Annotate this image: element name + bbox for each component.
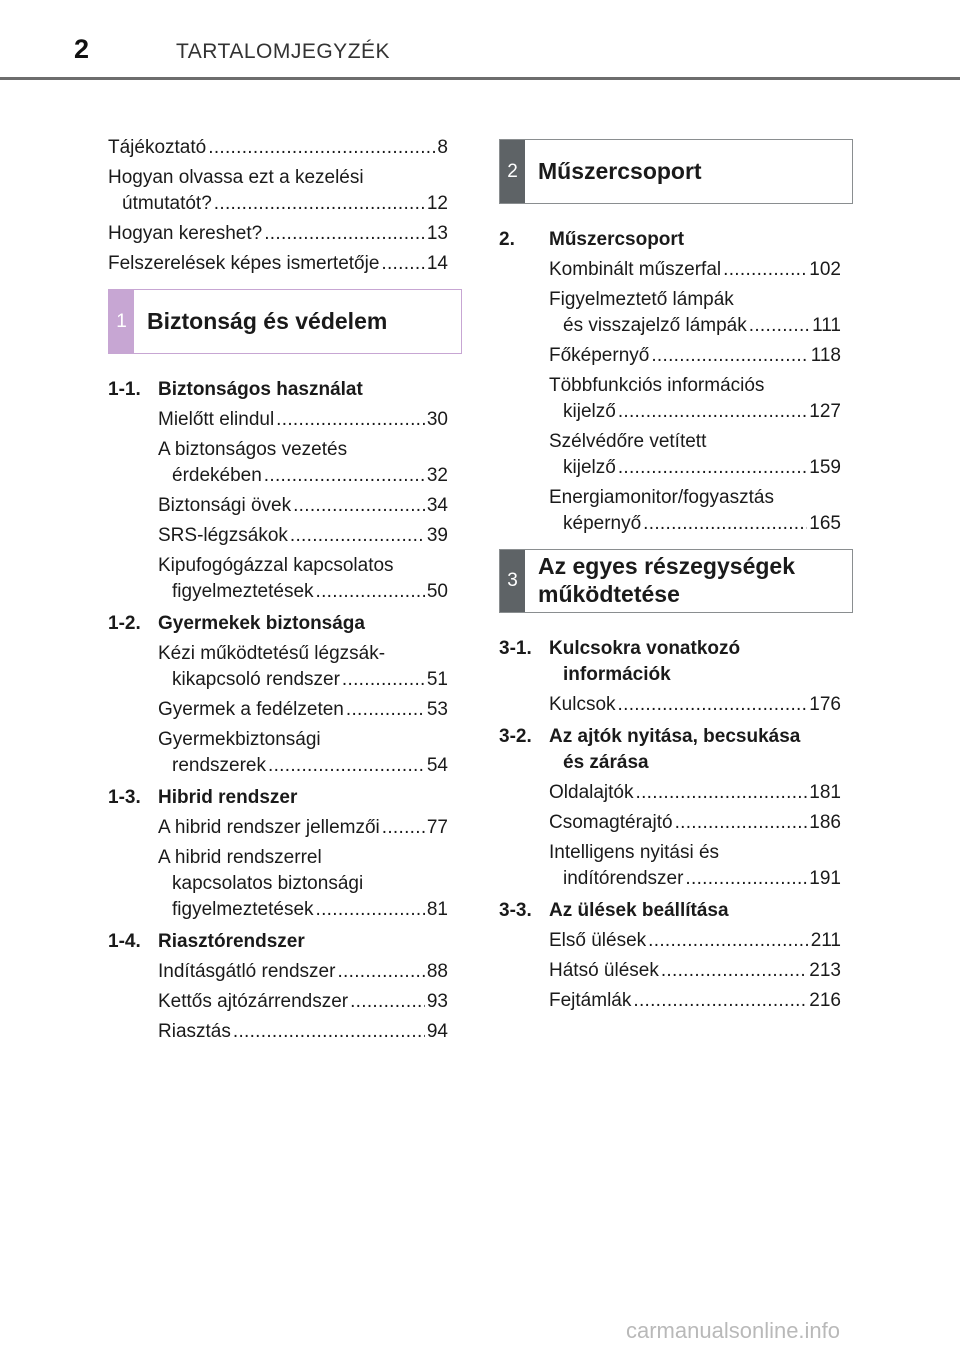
toc-entry[interactable]: Indításgátló rendszer ..... 88 [158, 959, 448, 985]
page-ref: 165 [809, 513, 841, 534]
toc-entry-cont[interactable]: útmutatót? ..... 12 [122, 191, 448, 217]
page-ref: 14 [426, 253, 448, 274]
toc-entry[interactable]: Energiamonitor/fogyasztás [549, 487, 774, 508]
page-ref: 88 [426, 961, 448, 982]
page-ref: 53 [426, 699, 448, 720]
toc-entry[interactable]: SRS-légzsákok ..... 39 [158, 523, 448, 549]
toc-entry-cont[interactable]: indítórendszer ..... 191 [563, 866, 841, 892]
page-ref: 159 [809, 457, 841, 478]
toc-entry[interactable]: Első ülések ..... 211 [549, 928, 841, 954]
toc-entry[interactable]: Mielőtt elindul ..... 30 [158, 407, 448, 433]
chapter-tab: 3 [500, 550, 525, 612]
toc-entry[interactable]: Hogyan kereshet? ..... 13 [108, 221, 448, 247]
toc-entry[interactable]: Hogyan olvassa ezt a kezelési [108, 167, 364, 188]
chapter-title: Az egyes részegységek [538, 553, 795, 579]
toc-entry[interactable]: Többfunkciós információs [549, 375, 765, 396]
toc-entry[interactable]: A hibrid rendszerrel [158, 847, 322, 868]
toc-entry[interactable]: Főképernyő ..... 118 [549, 343, 841, 369]
page-ref: 32 [426, 465, 448, 486]
toc-entry[interactable]: Kombinált műszerfal ..... 102 [549, 257, 841, 283]
page-ref: 8 [437, 137, 448, 158]
page-ref: 102 [809, 259, 841, 280]
page-ref: 94 [426, 1021, 448, 1042]
toc-entry-cont[interactable]: figyelmeztetések ..... 81 [172, 897, 448, 923]
page-ref: 111 [812, 315, 841, 336]
toc-entry-cont[interactable]: és visszajelző lámpák ..... 111 [563, 313, 841, 339]
page-number: 2 [74, 34, 90, 64]
toc-entry[interactable]: Kipufogógázzal kapcsolatos [158, 555, 394, 576]
page-ref: 54 [426, 755, 448, 776]
page-ref: 186 [809, 812, 841, 833]
page-ref: 213 [809, 960, 841, 981]
header-rule [0, 77, 960, 80]
page-ref: 34 [426, 495, 448, 516]
page-ref: 118 [810, 345, 841, 366]
toc-entry-cont[interactable]: figyelmeztetések ..... 50 [172, 579, 448, 605]
toc-entry[interactable]: Felszerelések képes ismertetője ..... 14 [108, 251, 448, 277]
toc-entry-cont[interactable]: kapcsolatos biztonsági [172, 873, 364, 894]
toc-entry-cont[interactable]: képernyő ..... 165 [563, 511, 841, 537]
toc-entry[interactable]: Fejtámlák ..... 216 [549, 988, 841, 1014]
chapter-title-line2: működtetése [538, 581, 680, 607]
toc-entry[interactable]: Kulcsok ..... 176 [549, 692, 841, 718]
page-ref: 39 [426, 525, 448, 546]
toc-entry-cont[interactable]: érdekében ..... 32 [172, 463, 448, 489]
page-ref: 50 [426, 581, 448, 602]
chapter-tab: 2 [500, 140, 525, 203]
toc-entry-cont[interactable]: kikapcsoló rendszer ..... 51 [172, 667, 448, 693]
toc-entry[interactable]: Kézi működtetésű légzsák- [158, 643, 386, 664]
toc-entry[interactable]: Szélvédőre vetített [549, 431, 707, 452]
page-ref: 13 [426, 223, 448, 244]
toc-entry[interactable]: Tájékoztató ..... 8 [108, 135, 448, 161]
page-ref: 30 [426, 409, 448, 430]
toc-entry[interactable]: A biztonságos vezetés [158, 439, 348, 460]
watermark: carmanualsonline.info [626, 1318, 841, 1343]
page-ref: 211 [810, 930, 841, 951]
toc-entry[interactable]: Biztonsági övek ..... 34 [158, 493, 448, 519]
chapter-1-header[interactable] [108, 289, 462, 354]
toc-entry-cont[interactable]: kijelző ..... 127 [563, 399, 841, 425]
page-ref: 81 [426, 899, 448, 920]
toc-entry[interactable]: Figyelmeztető lámpák [549, 289, 734, 310]
toc-entry-cont[interactable]: kijelző ..... 159 [563, 455, 841, 481]
page-ref: 12 [426, 193, 448, 214]
page-ref: 181 [809, 782, 841, 803]
page-ref: 191 [809, 868, 841, 889]
chapter-title: Biztonság és védelem [147, 308, 388, 334]
toc-entry[interactable]: Kettős ajtózárrendszer ..... 93 [158, 989, 448, 1015]
toc-entry[interactable]: Gyermekbiztonsági [158, 729, 321, 750]
toc-entry[interactable]: Oldalajtók ..... 181 [549, 780, 841, 806]
chapter-tab: 1 [109, 290, 134, 353]
page-ref: 176 [809, 694, 841, 715]
toc-entry[interactable]: Riasztás ..... 94 [158, 1019, 448, 1045]
page-title: TARTALOMJEGYZÉK [176, 40, 391, 63]
chapter-2-header[interactable] [499, 139, 853, 204]
toc-entry[interactable]: Csomagtérajtó ..... 186 [549, 810, 841, 836]
page-ref: 127 [809, 401, 841, 422]
toc-entry[interactable]: Intelligens nyitási és [549, 842, 720, 863]
page-ref: 77 [426, 817, 448, 838]
chapter-3-header[interactable] [499, 549, 853, 613]
toc-entry[interactable]: A hibrid rendszer jellemzői ..... 77 [158, 815, 448, 841]
toc-entry[interactable]: Hátsó ülések ..... 213 [549, 958, 841, 984]
chapter-title: Műszercsoport [538, 158, 702, 184]
toc-entry[interactable]: Gyermek a fedélzeten ..... 53 [158, 697, 448, 723]
page-ref: 93 [426, 991, 448, 1012]
page-header [0, 0, 960, 80]
page-ref: 51 [426, 669, 448, 690]
toc-entry-cont[interactable]: rendszerek ..... 54 [172, 753, 448, 779]
page-ref: 216 [809, 990, 841, 1011]
